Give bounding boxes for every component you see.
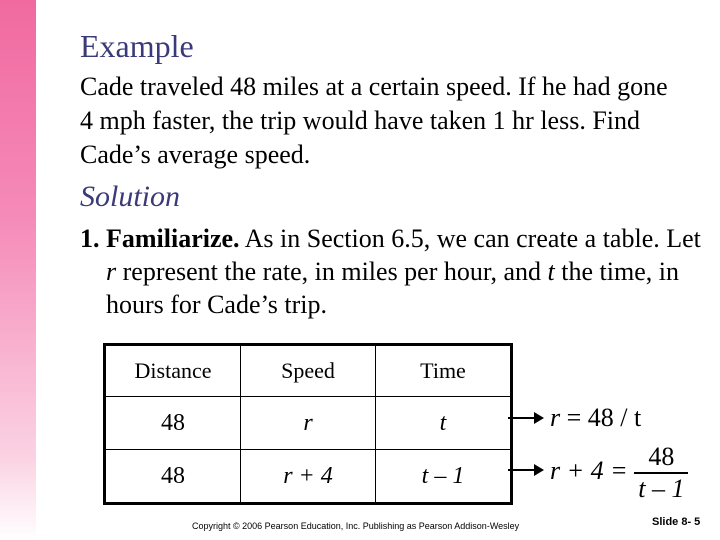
solution-heading: Solution [80, 180, 181, 213]
cell-time-2: t – 1 [376, 450, 512, 504]
arrow-right-icon [508, 462, 544, 478]
distance-speed-time-table [103, 343, 513, 505]
problem-statement: Cade traveled 48 miles at a certain speed. If he had gone 4 mph faster, the trip would have taken 1 hr less. Find Cade’s average speed. [80, 72, 668, 169]
header-distance: Distance [105, 345, 241, 397]
slide-title: Example [80, 28, 194, 64]
cell-distance-2: 48 [105, 450, 241, 504]
eq2-denominator: t – 1 [638, 474, 685, 503]
slide-number: Slide 8- 5 [652, 516, 701, 528]
step-var-r: r [106, 257, 117, 286]
cell-distance-1: 48 [105, 397, 241, 450]
eq2-numerator: 48 [634, 442, 688, 474]
cell-time-1: t [376, 397, 512, 450]
decorative-sidebar [0, 0, 36, 540]
table-header-row [105, 345, 512, 397]
eq2-lhs: r + 4 = [550, 455, 628, 485]
step-label: 1. Familiarize. [80, 224, 240, 253]
copyright-footer: Copyright © 2006 Pearson Education, Inc. Publishing as Pearson Addison-Wesley [192, 521, 520, 531]
step-text-1: As in Section 6.5, we can create a table. Let [239, 224, 701, 253]
step-text-3: the time, in hours for Cade’s trip. [106, 257, 679, 319]
eq1-lhs: r [550, 403, 561, 432]
header-speed: Speed [241, 345, 376, 397]
step-text-2: represent the rate, in miles per hour, and [116, 257, 548, 286]
table-row [105, 397, 512, 450]
eq1-rhs: = 48 / t [566, 403, 642, 432]
arrow-right-icon [508, 410, 544, 426]
table-row [105, 450, 512, 504]
step-familiarize [80, 222, 716, 321]
equation-faster-rate [550, 442, 688, 504]
step-var-t: t [547, 257, 555, 286]
cell-speed-1: r [241, 397, 376, 450]
equation-rate [550, 403, 641, 433]
eq2-fraction [634, 442, 688, 504]
cell-speed-2: r + 4 [241, 450, 376, 504]
header-time: Time [376, 345, 512, 397]
